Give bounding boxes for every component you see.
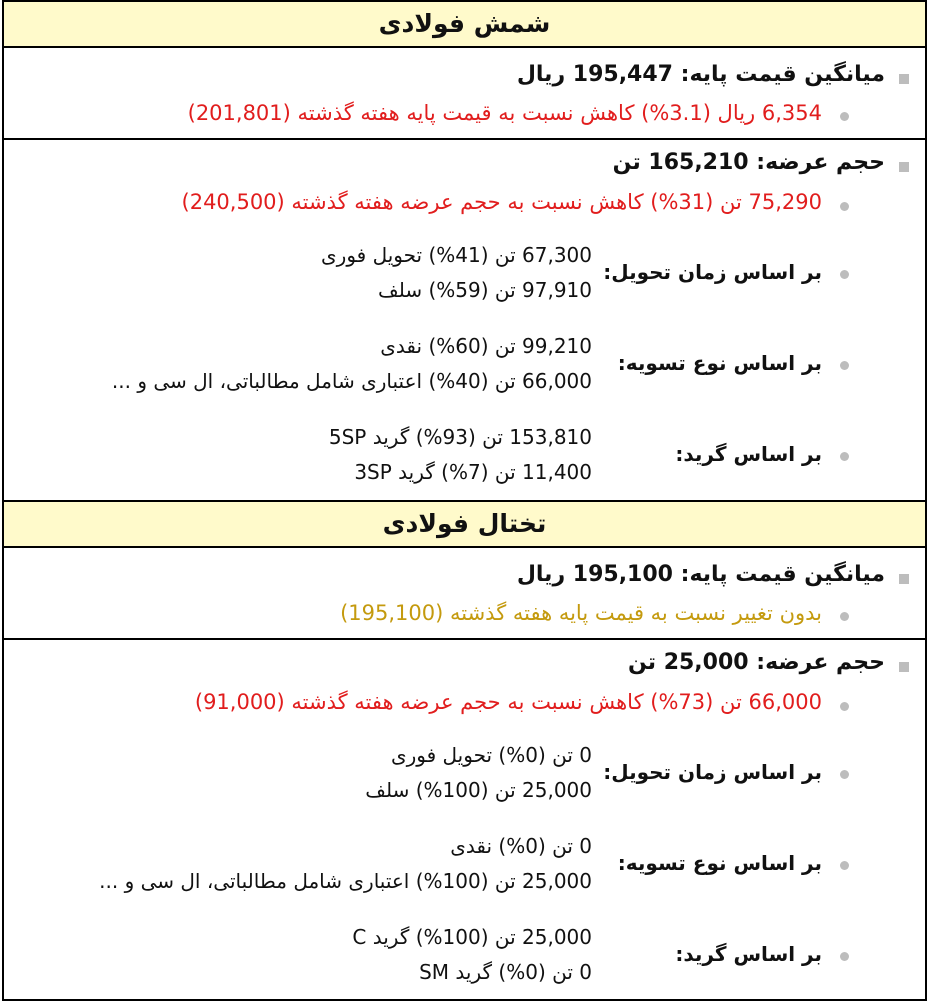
breakdown-label-grade: بر اساس گرید:	[675, 442, 822, 466]
breakdown-line: 0 تن (0%) تحویل فوری	[390, 743, 592, 767]
supply-change: 66,000 تن (73%) کاهش نسبت به حجم عرضه هفته گذشته (91,000)	[194, 690, 822, 714]
supply-label: حجم عرضه:	[756, 650, 885, 675]
section-title-steel-slab: تختال فولادی	[2, 500, 927, 546]
circle-bullet-icon	[840, 612, 849, 621]
supply-line	[628, 650, 885, 675]
avg-price-box-slab	[2, 546, 927, 638]
breakdown-line: 66,000 تن (40%) اعتباری شامل مطالباتی، ال سی و ...	[111, 369, 592, 393]
breakdown-line: 0 تن (0%) نقدی	[450, 834, 592, 858]
supply-box-slab	[2, 638, 927, 999]
circle-bullet-icon	[840, 112, 849, 121]
circle-bullet-icon	[840, 270, 849, 279]
avg-price-label: میانگین قیمت پایه:	[680, 562, 885, 587]
breakdown-line: 97,910 تن (59%) سلف	[378, 278, 592, 302]
circle-bullet-icon	[840, 861, 849, 870]
avg-price-change: بدون تغییر نسبت به قیمت پایه هفته گذشته (195,100)	[340, 601, 822, 625]
supply-box-billet	[2, 138, 927, 500]
breakdown-line: 0 تن (0%) گرید SM	[419, 960, 592, 984]
square-bullet-icon	[899, 574, 909, 584]
circle-bullet-icon	[840, 770, 849, 779]
avg-price-line	[517, 62, 885, 87]
breakdown-line: 25,000 تن (100%) گرید C	[352, 925, 592, 949]
breakdown-line: 99,210 تن (60%) نقدی	[380, 334, 592, 358]
breakdown-line: 67,300 تن (41%) تحویل فوری	[321, 243, 592, 267]
avg-price-label: میانگین قیمت پایه:	[680, 62, 885, 87]
avg-price-line	[517, 562, 885, 587]
breakdown-line: 11,400 تن (7%) گرید 3SP	[354, 460, 592, 484]
avg-price-value: 195,100 ریال	[516, 562, 673, 587]
avg-price-box-billet	[2, 46, 927, 138]
supply-value: 165,210 تن	[612, 150, 749, 175]
circle-bullet-icon	[840, 702, 849, 711]
breakdown-label-grade: بر اساس گرید:	[675, 942, 822, 966]
avg-price-value: 195,447 ریال	[516, 62, 673, 87]
breakdown-line: 25,000 تن (100%) سلف	[365, 778, 592, 802]
square-bullet-icon	[899, 74, 909, 84]
supply-label: حجم عرضه:	[756, 150, 885, 175]
breakdown-line: 153,810 تن (93%) گرید 5SP	[328, 425, 592, 449]
breakdown-label-settlement: بر اساس نوع تسویه:	[617, 351, 822, 375]
supply-change: 75,290 تن (31%) کاهش نسبت به حجم عرضه هفته گذشته (240,500)	[181, 190, 822, 214]
supply-line	[613, 150, 885, 175]
circle-bullet-icon	[840, 452, 849, 461]
circle-bullet-icon	[840, 952, 849, 961]
square-bullet-icon	[899, 662, 909, 672]
circle-bullet-icon	[840, 361, 849, 370]
square-bullet-icon	[899, 162, 909, 172]
breakdown-label-delivery: بر اساس زمان تحویل:	[603, 760, 822, 784]
section-title-steel-billet: شمش فولادی	[2, 0, 927, 46]
breakdown-label-settlement: بر اساس نوع تسویه:	[617, 851, 822, 875]
breakdown-label-delivery: بر اساس زمان تحویل:	[603, 260, 822, 284]
avg-price-change: 6,354 ریال (3.1%) کاهش نسبت به قیمت پایه هفته گذشته (201,801)	[187, 101, 822, 125]
supply-value: 25,000 تن	[627, 650, 749, 675]
circle-bullet-icon	[840, 202, 849, 211]
breakdown-line: 25,000 تن (100%) اعتباری شامل مطالباتی، ال سی و ...	[99, 869, 592, 893]
